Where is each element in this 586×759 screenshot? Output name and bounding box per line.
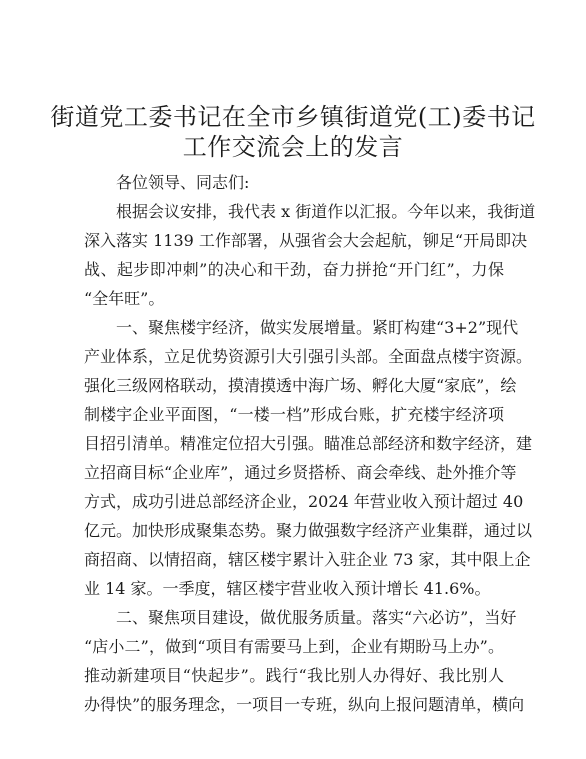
paragraph-line: 强化三级网格联动，摸清摸透中海广场、孵化大厦“家底”，绘 xyxy=(84,376,517,395)
paragraph-line: “店小二”，做到“项目有需要马上到，企业有期盼马上办”。 xyxy=(84,637,504,656)
paragraph-line: 产业体系，立足优势资源引大引强引头部。全面盘点楼宇资源。 xyxy=(84,347,533,366)
paragraph-line: 立招商目标“企业库”，通过乡贤搭桥、商会牵线、赴外推介等 xyxy=(84,463,517,482)
paragraph-line: 业 14 家。一季度，辖区楼宇营业收入预计增长 41.6%。 xyxy=(84,579,491,598)
paragraph-section-two xyxy=(84,603,525,719)
paragraph-line: 目招引清单。精准定位招大引强。瞄准总部经济和数字经济，建 xyxy=(84,434,533,453)
paragraph-line: 亿元。加快形成聚集态势。聚力做强数字经济产业集群，通过以 xyxy=(84,521,533,540)
paragraph-line: 二、聚焦项目建设，做优服务质量。落实“六必访”，当好 xyxy=(116,608,517,627)
paragraph-line: 战、起步即冲刺”的决心和干劲，奋力拼抢“开门红”，力保 xyxy=(84,260,504,279)
paragraph-line: 一、聚焦楼宇经济，做实发展增量。紧盯构建“3+2”现代 xyxy=(116,318,519,337)
paragraph-line: 办得快”的服务理念，一项目一专班，纵向上报问题清单，横向 xyxy=(84,695,525,714)
paragraph-line: 推动新建项目“快起步”。践行“我比别人办得好、我比别人 xyxy=(84,666,504,685)
paragraph-line: 商招商、以情招商，辖区楼宇累计入驻企业 73 家，其中限上企 xyxy=(84,550,531,569)
paragraph-line: 深入落实 1139 工作部署，从强省会大会起航，铆足“开局即决 xyxy=(84,231,528,250)
paragraph-line: 制楼宇企业平面图，“一楼一档”形成台账，扩充楼宇经济项 xyxy=(84,405,504,424)
paragraph-line: 方式，成功引进总部经济企业，2024 年营业收入预计超过 40 xyxy=(84,492,524,511)
document-title-line-1: 街道党工委书记在全市乡镇街道党(工)委书记 xyxy=(50,103,536,131)
paragraph-line: 根据会议安排，我代表 x 街道作以汇报。今年以来，我街道 xyxy=(116,202,536,221)
document-title-line-2: 工作交流会上的发言 xyxy=(182,133,404,161)
salutation: 各位领导、同志们: xyxy=(116,173,250,192)
paragraph-intro xyxy=(84,197,536,313)
paragraph-section-one xyxy=(84,313,533,603)
paragraph-line: “全年旺”。 xyxy=(84,289,165,308)
